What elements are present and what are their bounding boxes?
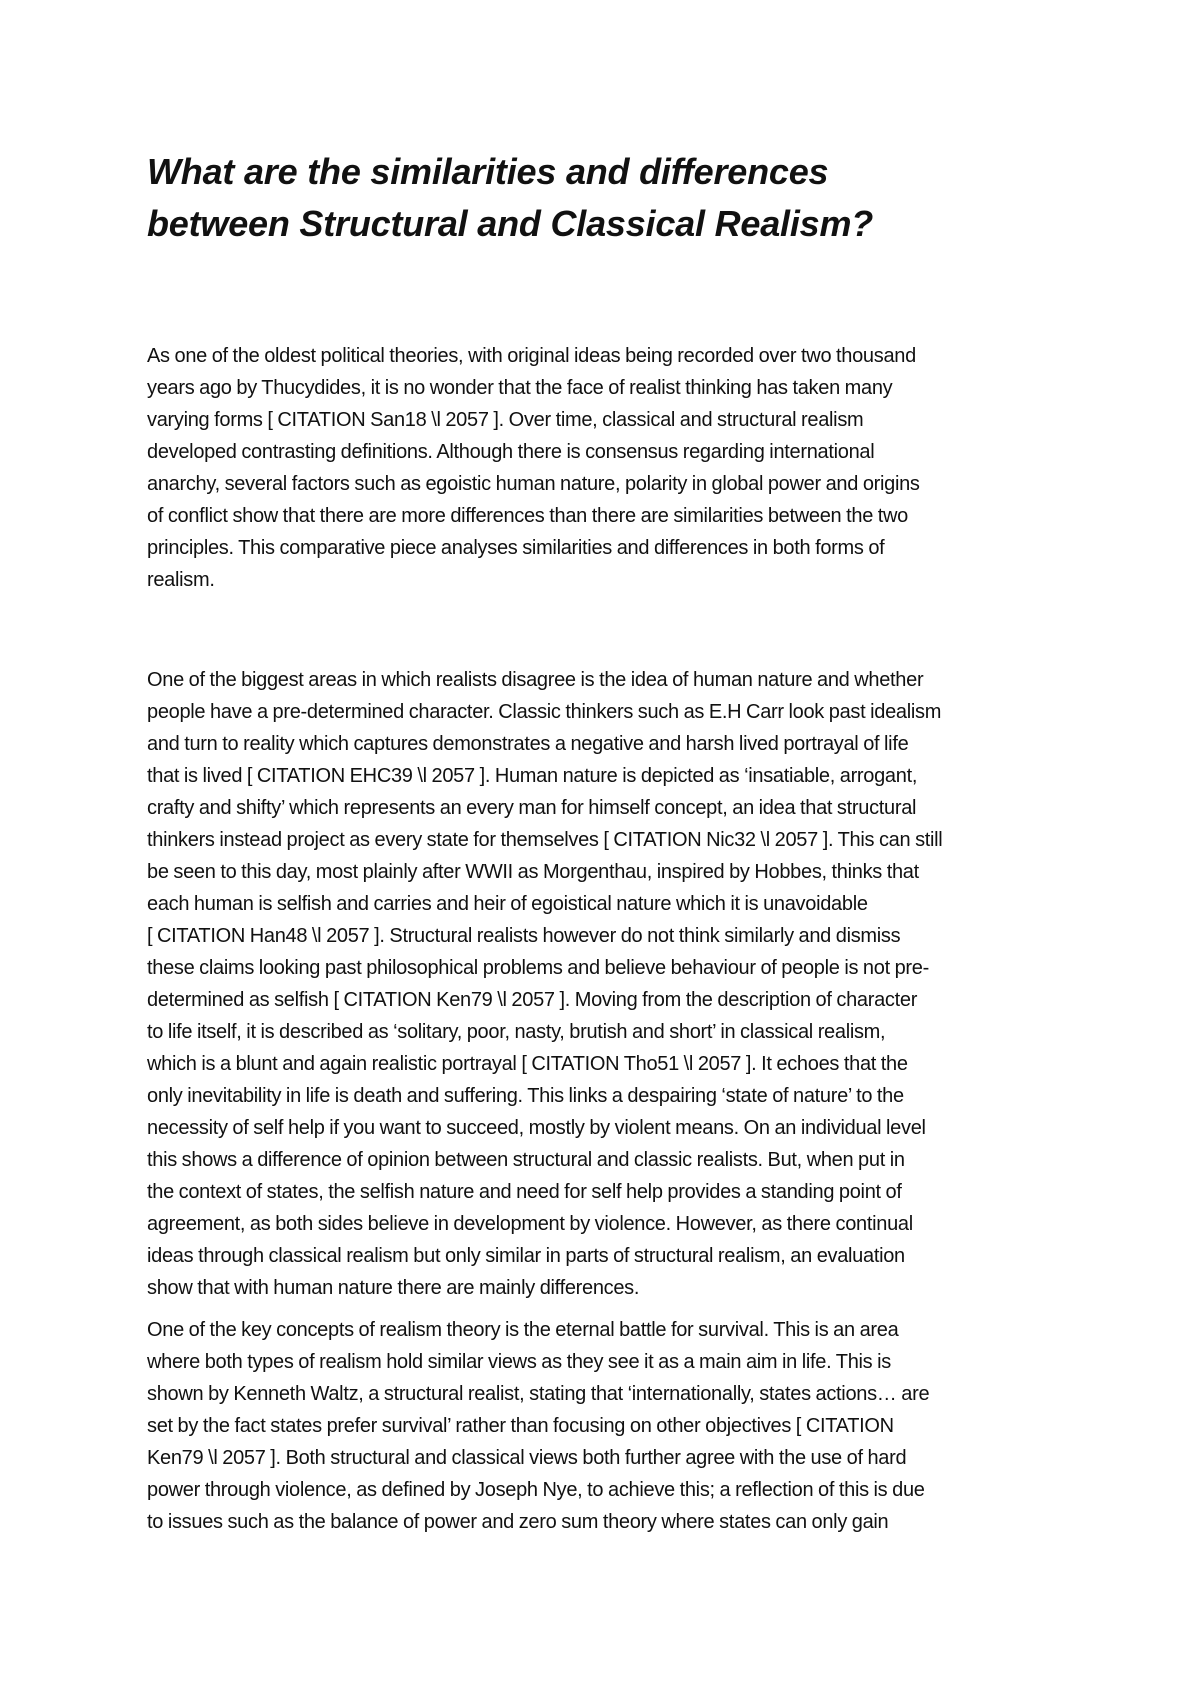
text-line: only inevitability in life is death and suffering. This links a despairing ‘state of nature’ to the — [147, 1085, 904, 1107]
text-line: One of the key concepts of realism theory is the eternal battle for survival. This is an area — [147, 1319, 899, 1341]
text-line: show that with human nature there are mainly differences. — [147, 1277, 640, 1299]
text-line: anarchy, several factors such as egoistic human nature, polarity in global power and origins — [147, 473, 920, 495]
document-body — [147, 146, 1067, 1538]
text-line: people have a pre-determined character. Classic thinkers such as E.H Carr look past idealism — [147, 701, 942, 723]
text-line: these claims looking past philosophical problems and believe behaviour of people is not pre- — [147, 957, 929, 979]
text-line: crafty and shifty’ which represents an every man for himself concept, an idea that structural — [147, 797, 917, 819]
text-line: this shows a difference of opinion between structural and classic realists. But, when put in — [147, 1149, 905, 1171]
paragraph-introduction — [147, 340, 1067, 596]
text-line: years ago by Thucydides, it is no wonder that the face of realist thinking has taken many — [147, 377, 893, 399]
text-line: principles. This comparative piece analyses similarities and differences in both forms of — [147, 537, 885, 559]
text-line: where both types of realism hold similar views as they see it as a main aim in life. This is — [147, 1351, 891, 1373]
title-line: What are the similarities and differences — [147, 151, 829, 192]
text-line: be seen to this day, most plainly after WWII as Morgenthau, inspired by Hobbes, thinks that — [147, 861, 919, 883]
paragraph-survival — [147, 1314, 1067, 1538]
text-line: each human is selfish and carries and heir of egoistical nature which it is unavoidable — [147, 893, 868, 915]
document-title — [147, 146, 1067, 250]
text-line: set by the fact states prefer survival’ rather than focusing on other objectives [ CITATION — [147, 1415, 894, 1437]
text-line: ideas through classical realism but only similar in parts of structural realism, an evaluation — [147, 1245, 905, 1267]
title-line: between Structural and Classical Realism? — [147, 203, 874, 244]
text-line: developed contrasting definitions. Although there is consensus regarding international — [147, 441, 875, 463]
text-line: varying forms [ CITATION San18 \l 2057 ]. Over time, classical and structural realism — [147, 409, 864, 431]
text-line: to issues such as the balance of power and zero sum theory where states can only gain — [147, 1511, 889, 1533]
text-line: One of the biggest areas in which realists disagree is the idea of human nature and whether — [147, 669, 924, 691]
text-line: [ CITATION Han48 \l 2057 ]. Structural realists however do not think similarly and dismiss — [147, 925, 901, 947]
text-line: power through violence, as defined by Joseph Nye, to achieve this; a reflection of this is due — [147, 1479, 925, 1501]
text-line: realism. — [147, 569, 215, 591]
text-line: the context of states, the selfish nature and need for self help provides a standing point of — [147, 1181, 902, 1203]
text-line: to life itself, it is described as ‘solitary, poor, nasty, brutish and short’ in classical realism, — [147, 1021, 886, 1043]
text-line: of conflict show that there are more differences than there are similarities between the two — [147, 505, 908, 527]
text-line: thinkers instead project as every state for themselves [ CITATION Nic32 \l 2057 ]. This can still — [147, 829, 943, 851]
text-line: shown by Kenneth Waltz, a structural realist, stating that ‘internationally, states actions… are — [147, 1383, 930, 1405]
text-line: necessity of self help if you want to succeed, mostly by violent means. On an individual level — [147, 1117, 926, 1139]
text-line: which is a blunt and again realistic portrayal [ CITATION Tho51 \l 2057 ]. It echoes that the — [147, 1053, 908, 1075]
text-line: that is lived [ CITATION EHC39 \l 2057 ]. Human nature is depicted as ‘insatiable, arrogant, — [147, 765, 918, 787]
text-line: Ken79 \l 2057 ]. Both structural and classical views both further agree with the use of hard — [147, 1447, 907, 1469]
text-line: and turn to reality which captures demonstrates a negative and harsh lived portrayal of life — [147, 733, 909, 755]
text-line: agreement, as both sides believe in development by violence. However, as there continual — [147, 1213, 913, 1235]
text-line: determined as selfish [ CITATION Ken79 \l 2057 ]. Moving from the description of character — [147, 989, 918, 1011]
paragraph-human-nature — [147, 664, 1067, 1304]
text-line: As one of the oldest political theories, with original ideas being recorded over two thousand — [147, 345, 916, 367]
